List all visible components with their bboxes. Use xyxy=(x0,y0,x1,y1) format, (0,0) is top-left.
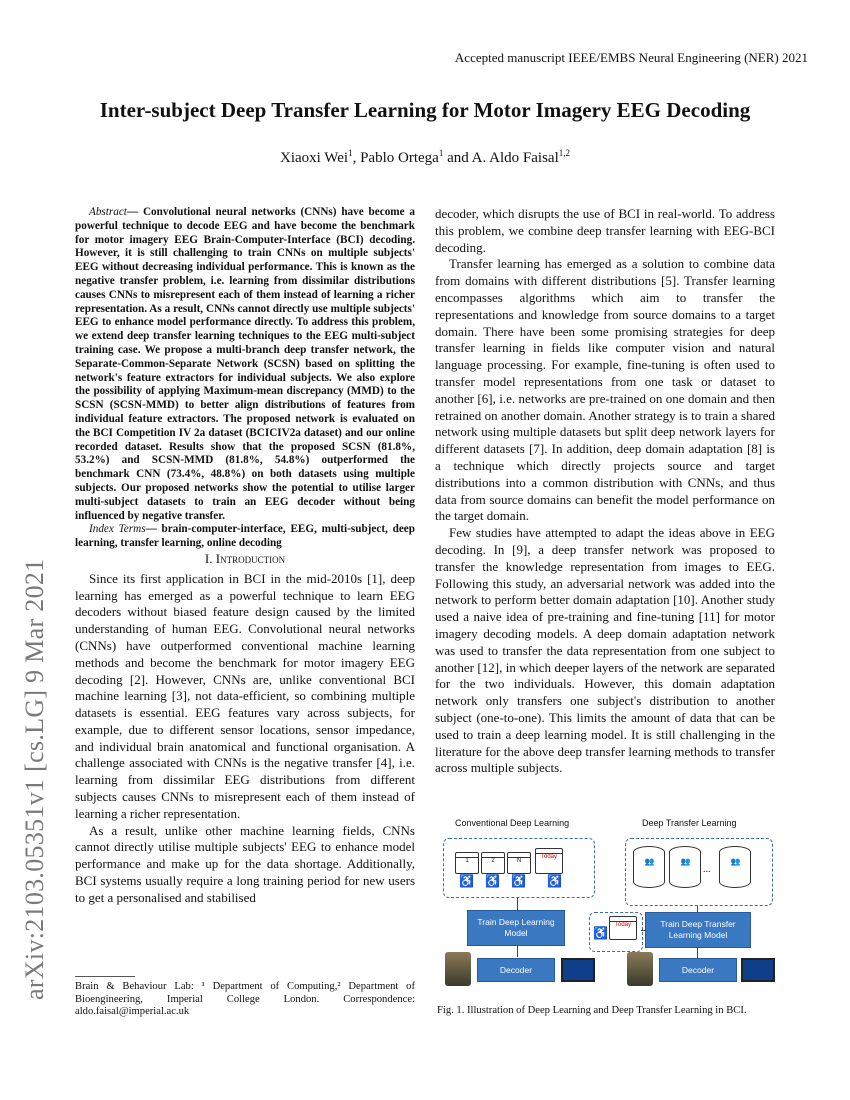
abstract-label: Abstract xyxy=(89,206,127,218)
user-photo-left xyxy=(445,952,471,986)
calendar-icon: N xyxy=(507,852,531,874)
footnote xyxy=(75,976,415,1019)
author-1: Xiaoxi Wei xyxy=(280,150,349,166)
paper-title: Inter-subject Deep Transfer Learning for Motor Imagery EEG Decoding xyxy=(99,98,751,122)
author-3: and A. Aldo Faisal xyxy=(447,150,559,166)
section-heading-introduction: I. Introduction xyxy=(204,550,286,566)
decoder-box-right: Decoder xyxy=(659,958,737,982)
screen-icon-right xyxy=(741,958,775,982)
flow-arrow xyxy=(697,947,698,958)
paragraph: As a result, unlike other machine learning fields, CNNs cannot directly utilise multiple subjects' EEG to enhance model performance and make up for the data shortage. Additionally, BCI systems usually require a long training period for new users to get a personalised and stabilised xyxy=(75,822,415,905)
train-deep-learning-box: Train Deep Learning Model xyxy=(467,910,565,946)
paragraph: Few studies have attempted to adapt the ideas above in EEG decoding. In [9], a deep transfer network was proposed to transfer the knowledge representation from images to EEG. Following this study, an adversarial network was added into the network to perform better domain adaptation [10]. Another study used a naive idea of pre-training and fine-tuning [11] for motor imagery decoding models. A deep domain adaptation network was used to transfer the data representation from one subject to another [12], in which deeper layers of the network are separated for the two individuals. However, this domain adaptation network only transfers one subject's distribution to another subject (one-to-one). This limits the amount of data that can be used to train a deep learning model. It is still challenging in the literature for the above deep transfer learning methods to transfer across multiple subjects. xyxy=(435,525,775,776)
calendar-today-icon: Today xyxy=(535,848,563,874)
right-column xyxy=(435,206,775,777)
author-2: Pablo Ortega xyxy=(360,150,439,166)
running-header: Accepted manuscript IEEE/EMBS Neural Engineering (NER) 2021 xyxy=(454,50,808,65)
footnote-rule xyxy=(75,976,135,977)
index-terms xyxy=(75,523,415,551)
ellipsis-text: ... xyxy=(703,864,711,875)
wheelchair-icon: ♿ xyxy=(511,874,526,888)
abstract xyxy=(75,206,415,523)
arxiv-sidebar-id: arXiv:2103.05351v1 [cs.LG] 9 Mar 2021 xyxy=(20,558,49,1000)
paragraph: Transfer learning has emerged as a solution to combine data from domains with different distributions [5]. Transfer learning encompasses algorithms which aim to transfer the representations and knowledge from source domains to a target domain. There have been some promising strategies for deep transfer learning in fields like computer vision and natural language processing. For example, fine-tuning is often used to transfer model representations from one task or dataset to another [6], i.e. networks are pre-trained on one domain and then retrained on another domain. Another strategy is to train a shared network using multiple datasets but split deep network layers for different datasets [7]. In addition, deep domain adaptation [8] is a technique which directly projects source and target distributions into a common distribution with CNNs, and thus data from source domains can benefit the model performance on the target domain. xyxy=(435,256,775,524)
database-icon: 👥 xyxy=(669,846,701,888)
train-deep-transfer-box: Train Deep Transfer Learning Model xyxy=(645,912,751,948)
flow-arrow xyxy=(641,930,646,931)
author-list xyxy=(0,148,850,167)
flow-arrow xyxy=(517,898,518,910)
paragraph: decoder, which disrupts the use of BCI in real-world. To address this problem, we combine deep transfer learning with EEG-BCI decoding. xyxy=(435,206,775,255)
abstract-dash: — xyxy=(126,206,143,218)
flow-arrow xyxy=(517,945,518,957)
database-icon: 👥 xyxy=(719,846,751,888)
database-icon: 👥 xyxy=(633,846,665,888)
wheelchair-icon: ♿ xyxy=(485,874,500,888)
author-1-affil: 1 xyxy=(348,148,353,158)
author-2-affil: 1 xyxy=(438,148,444,158)
paragraph: Since its first application in BCI in the mid-2010s [1], deep learning has emerged as a powerful technique to learn EEG decoders without biased feature design caused by the limited understanding of human EEG. Convolutional neural networks (CNNs) have outperformed conventional machine learning methods and become the benchmark for motor imagery EEG decoding [2]. However, CNNs are, unlike conventional BCI machine learning [3], not data-efficient, so combining multiple datasets is essential. EEG features vary across subjects, for example, due to different sensor locations, sensor impedance, and individual brain anatomical and functional organisation. A challenge associated with CNNs is the negative transfer [4], i.e. learning from dissimilar EEG distributions from different subjects causes CNNs to misrepresent each of them instead of learning a richer representation. xyxy=(75,570,415,821)
screen-icon-left xyxy=(561,958,595,982)
wheelchair-icon: ♿ xyxy=(459,874,474,888)
author-sep: , xyxy=(352,150,361,166)
author-3-affil: 1,2 xyxy=(558,148,570,158)
wheelchair-icon: ♿ xyxy=(547,874,562,888)
left-column xyxy=(75,206,415,907)
figure-caption: Fig. 1. Illustration of Deep Learning and Deep Transfer Learning in BCI. xyxy=(437,1005,747,1016)
calendar-icon: 2 xyxy=(481,852,505,874)
figure-right-title: Deep Transfer Learning xyxy=(642,818,737,828)
figure-1 xyxy=(437,812,777,1000)
decoder-box-left: Decoder xyxy=(477,958,555,982)
abstract-text: Convolutional neural networks (CNNs) have become a powerful technique to decode EEG and have become the benchmark for motor imagery EEG Brain-Computer-Interface (BCI) decoding. However, it is still challenging to train CNNs on multiple subjects' EEG without decreasing individual performance. This is known as the negative transfer problem, i.e. learning from dissimilar distributions causes CNNs to misrepresent each of them instead of learning a richer representation. As a result, CNNs cannot directly use multiple subjects' EEG to enhance model performance directly. To address this problem, we extend deep transfer learning techniques to the EEG multi-subject training case. We propose a multi-branch deep transfer network, the Separate-Common-Separate Network (SCSN) based on splitting the network's feature extractors for individual subjects. We also explore the possibility of applying Maximum-mean discrepancy (MMD) to the SCSN (SCSN-MMD) to better align distributions of features from individual feature extractors. The proposed network is evaluated on the BCI Competition IV 2a dataset (BCICIV2a dataset) and our online recorded dataset. Results show that the proposed SCSN (81.8%, 53.2%) and SCSN-MMD (81.8%, 54.8%) outperformed the benchmark CNN (73.4%, 48.8%) on both datasets using multiple subjects. Our proposed networks show the potential to utilise larger multi-subject datasets to train an EEG decoder without being influenced by negative transfer. xyxy=(75,206,416,522)
user-photo-right xyxy=(627,952,653,986)
footnote-text: Brain & Behaviour Lab: ¹ Department of Computing,² Department of Bioengineering, Imperial College London. Correspondence: aldo.faisal@imperial.ac.uk xyxy=(75,981,415,1018)
index-dash: — xyxy=(145,523,162,536)
index-terms-text: brain-computer-interface, EEG, multi-subject, deep learning, transfer learning, online decoding xyxy=(75,523,415,550)
figure-left-title: Conventional Deep Learning xyxy=(455,818,570,828)
calendar-today-icon: Today xyxy=(609,916,637,940)
calendar-icon: 1 xyxy=(455,852,479,874)
index-terms-label: Index Terms xyxy=(89,523,146,536)
wheelchair-icon: ♿ xyxy=(593,926,608,940)
